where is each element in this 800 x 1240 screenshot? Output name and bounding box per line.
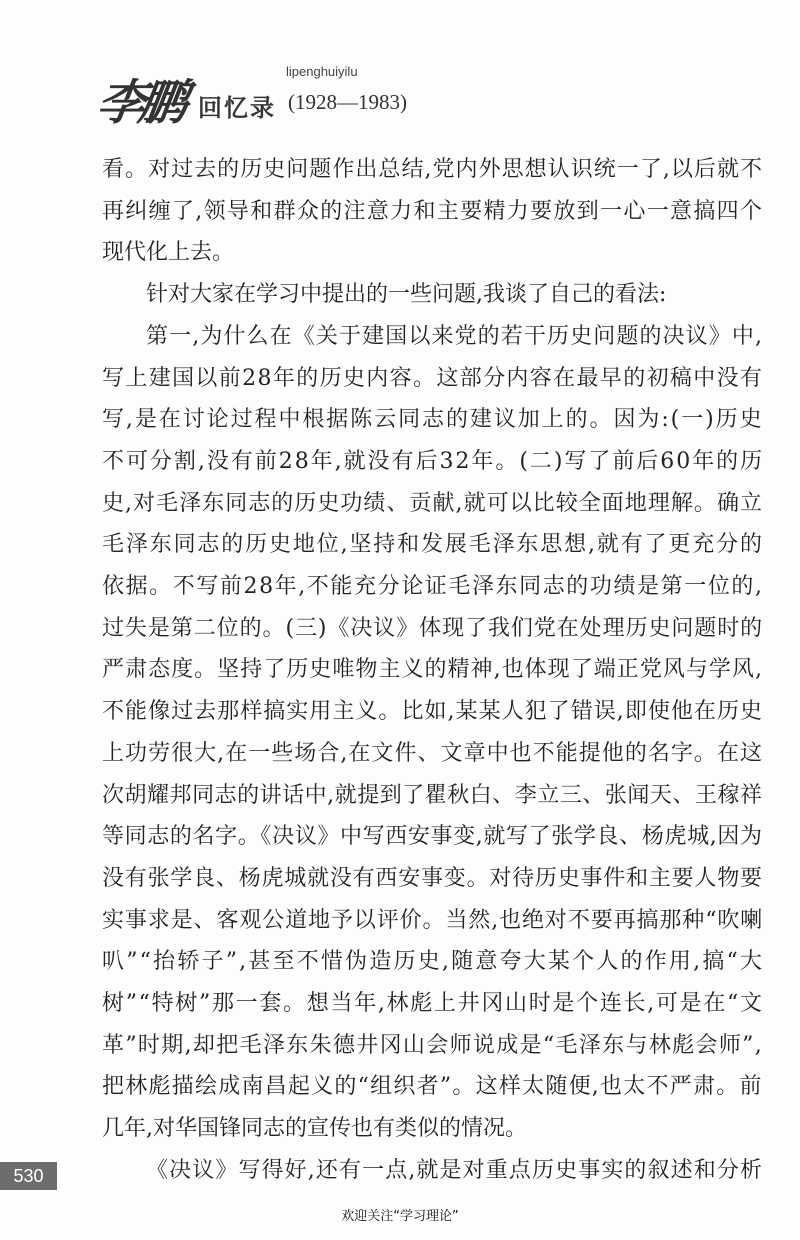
text-line: 过失是第二位的。(三)《决议》体现了我们党在处理历史问题时的 bbox=[102, 615, 764, 641]
text-line: 现代化上去。 bbox=[102, 240, 235, 266]
text-line: 写,是在讨论过程中根据陈云同志的建议加上的。因为:(一)历史 bbox=[102, 407, 764, 433]
page-number: 530 bbox=[0, 1162, 57, 1190]
text-line: 再纠缠了,领导和群众的注意力和主要精力要放到一心一意搞四个 bbox=[102, 198, 764, 224]
book-title: 回忆录 bbox=[198, 93, 276, 122]
text-line: 毛泽东同志的历史地位,坚持和发展毛泽东思想,就有了更充分的 bbox=[102, 532, 764, 558]
text-line: 叭”“抬轿子”,甚至不惜伪造历史,随意夸大某个人的作用,搞“大 bbox=[102, 949, 765, 975]
footer-note: 欢迎关注“学习理论” bbox=[341, 1209, 459, 1224]
text-line: 看。对过去的历史问题作出总结,党内外思想认识统一了,以后就不 bbox=[102, 157, 764, 182]
text-line: 实事求是、客观公道地予以评价。当然,也绝对不要再搞那种“吹喇 bbox=[102, 907, 764, 933]
book-years: (1928—1983) bbox=[288, 90, 407, 114]
text-line: 上功劳很大,在一些场合,在文件、文章中也不能提他的名字。在这 bbox=[102, 740, 764, 766]
text-line: 史,对毛泽东同志的历史功绩、贡献,就可以比较全面地理解。确立 bbox=[102, 490, 764, 516]
text-line: 不可分割,没有前28年,就没有后32年。(二)写了前后60年的历 bbox=[102, 448, 765, 474]
text-line: 革”时期,却把毛泽东朱德井冈山会师说成是“毛泽东与林彪会师”, bbox=[102, 1032, 764, 1058]
running-header bbox=[93, 52, 598, 131]
paragraph-start-line: 第一,为什么在《关于建国以来党的若干历史问题的决议》中, bbox=[146, 323, 764, 349]
text-line: 树”“特树”那一套。想当年,林彪上井冈山时是个连长,可是在“文 bbox=[102, 991, 764, 1016]
author-calligraphy-logo: 李鹏 bbox=[93, 75, 186, 131]
text-line: 几年,对华国锋同志的宣传也有类似的情况。 bbox=[102, 1116, 527, 1142]
text-line: 等同志的名字。《决议》中写西安事变,就写了张学良、杨虎城,因为 bbox=[102, 824, 763, 850]
text-line: 不能像过去那样搞实用主义。比如,某某人犯了错误,即使他在历史 bbox=[102, 699, 764, 725]
paragraph-start-line: 针对大家在学习中提出的一些问题,我谈了自己的看法: bbox=[146, 282, 667, 308]
header-pinyin: lipenghuiyilu bbox=[286, 64, 358, 79]
text-line: 依据。不写前28年,不能充分论证毛泽东同志的功绩是第一位的, bbox=[102, 574, 764, 599]
text-line: 写上建国以前28年的历史内容。这部分内容在最早的初稿中没有 bbox=[102, 365, 764, 391]
text-line: 次胡耀邦同志的讲话中,就提到了瞿秋白、李立三、张闻天、王稼祥 bbox=[102, 782, 763, 808]
text-line: 把林彪描绘成南昌起义的“组织者”。这样太随便,也太不严肃。前 bbox=[102, 1074, 763, 1100]
paragraph-start-line: 《决议》写得好,还有一点,就是对重点历史事实的叙述和分析 bbox=[146, 1157, 764, 1183]
text-line: 严肃态度。坚持了历史唯物主义的精神,也体现了端正党风与学风, bbox=[102, 657, 764, 683]
text-line: 没有张学良、杨虎城就没有西安事变。对待历史事件和主要人物要 bbox=[102, 865, 763, 891]
